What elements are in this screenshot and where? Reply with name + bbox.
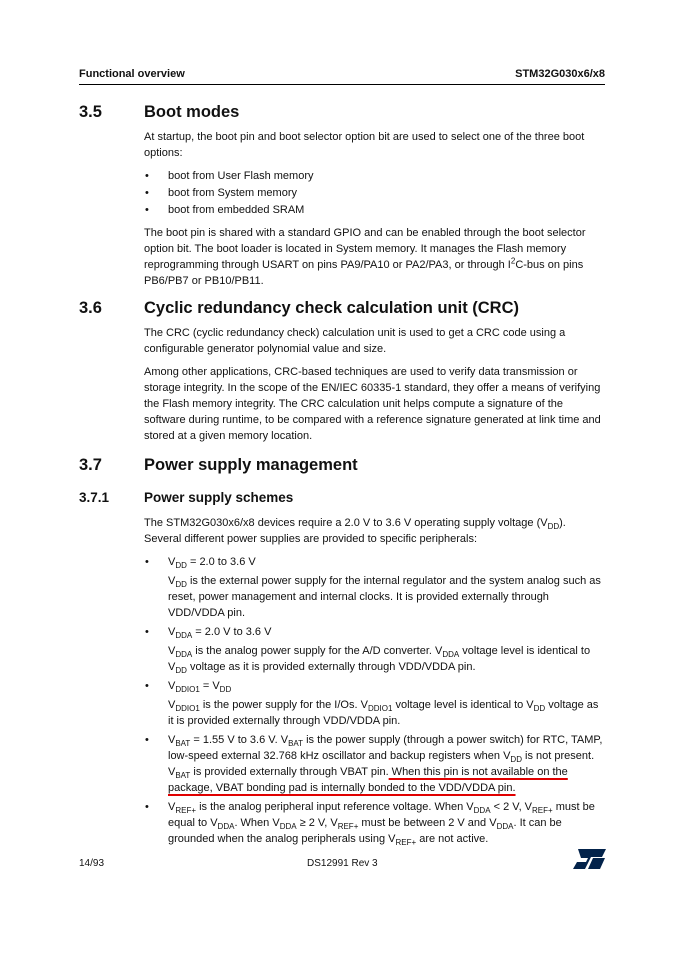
heading-crc	[79, 299, 519, 318]
list-item	[144, 799, 606, 847]
document-revision: DS12991 Rev 3	[307, 858, 378, 869]
supply-description: $V_{DDA}$ is the analog power supply for the A/D converter. $V_{DDA}$ voltage level is identical to $V_{DD}$ voltage as it is provided externally through VDD/VDDA pin.	[168, 645, 591, 676]
bullet-icon: •	[145, 187, 149, 199]
st-logo-icon	[572, 848, 606, 870]
section-title: Power supply management	[144, 456, 358, 474]
page-number: 14/93	[79, 858, 105, 869]
supply-description: $V_{BAT} = 1.55$ V to 3.6 V. $V_{BAT}$ is the power supply (through a power switch) for RTC, TAMP, low-speed external 32.768 kHz oscillator and backup registers when $V_{DD}$ is not present. $V_{BAT}$ is provided externally through VBAT pin. When this pin is not available on the package, VBAT bonding pad is internally bonded to the VDD/VDDA pin.	[168, 734, 603, 794]
paragraph: Among other applications, CRC-based techniques are used to verify data transmission or storage integrity. In the scope of the EN/IEC 60335-1 standard, they offer a means of verifying the Flash memory integrity. The CRC calculation unit helps compute a signature of the software during runtime, to be compared with a reference signature generated at link time and stored at a given memory location.	[144, 366, 601, 442]
bullet-icon: •	[145, 680, 149, 692]
bullet-icon: •	[145, 801, 149, 813]
list-item	[144, 678, 606, 729]
section-number: 3.7	[79, 456, 102, 474]
list-item	[144, 554, 606, 621]
section-number: 3.7.1	[79, 490, 110, 505]
supply-title: $V_{DD} = 2.0$ to 3.6 V	[168, 556, 256, 571]
paragraph: The STM32G030x6/x8 devices require a 2.0 V to 3.6 V operating supply voltage $(V_{DD})$. Several different power supplies are provided to specific peripherals:	[144, 517, 566, 545]
list-item: • boot from User Flash memory	[145, 170, 314, 182]
section-title: Cyclic redundancy check calculation unit (CRC)	[144, 299, 520, 317]
paragraph: At startup, the boot pin and boot selector option bit are used to select one of the three boot options:	[144, 131, 585, 159]
bullet-icon: •	[145, 204, 149, 216]
red-underline-annotation: When this pin is not available on the package, VBAT bonding pad is internally bonded to the VDD/VDDA pin.	[168, 766, 568, 794]
section-number: 3.5	[79, 103, 102, 121]
paragraph: The CRC (cyclic redundancy check) calculation unit is used to get a CRC code using a configurable generator polynomial value and size.	[144, 327, 566, 355]
supply-description: $V_{REF+}$ is the analog peripheral input reference voltage. When $V_{DDA} < 2$ V, $V_{REF+}$ must be equal to $V_{DDA}$. When $V_{DDA} \ge 2$ V, $V_{REF+}$ must be between 2 V and $V_{DDA}$. It can be grounded when the analog peripherals using $V_{REF+}$ are not active.	[168, 801, 595, 848]
bullet-icon: •	[145, 170, 149, 182]
header-section-title: Functional overview	[79, 68, 185, 80]
crc-body	[144, 325, 606, 451]
heading-power-supply-schemes	[79, 490, 293, 505]
bullet-icon: •	[145, 734, 149, 746]
bullet-icon: •	[145, 626, 149, 638]
boot-options-list	[144, 168, 606, 218]
boot-modes-body	[144, 129, 606, 296]
section-number: 3.6	[79, 299, 102, 317]
list-item	[144, 732, 606, 796]
supply-description: $V_{DD}$ is the external power supply for the internal regulator and the system analog such as reset, power management and internal clocks. It is provided externally through VDD/VDDA pin.	[168, 575, 601, 619]
list-item: • boot from System memory	[145, 187, 297, 199]
supply-title: $V_{DDA} = 2.0$ V to 3.6 V	[168, 626, 272, 641]
supply-description: $V_{DDIO1}$ is the power supply for the I/Os. $V_{DDIO1}$ voltage level is identical to $V_{DD}$ voltage as it is provided externally through VDD/VDDA pin.	[168, 699, 599, 727]
bullet-icon: •	[145, 556, 149, 568]
list-item: • boot from embedded SRAM	[145, 204, 305, 216]
header-product-name: STM32G030x6/x8	[515, 68, 605, 80]
section-title: Boot modes	[144, 103, 240, 121]
header-rule	[79, 84, 605, 85]
heading-boot-modes	[79, 103, 239, 122]
list-item	[144, 624, 606, 675]
supply-title: $V_{DDIO1} = V_{DD}$	[168, 680, 232, 695]
section-title: Power supply schemes	[144, 490, 294, 505]
power-supply-body	[144, 515, 606, 854]
power-supplies-list	[144, 554, 606, 847]
paragraph: The boot pin is shared with a standard GPIO and can be enabled through the boot selector option bit. The boot loader is located in System memory. It manages the Flash memory reprogramming through USART on pins PA9/PA10 or PA2/PA3, or through $I^2C$-bus on pins PB6/PB7 or PB10/PB11.	[144, 227, 586, 287]
heading-power-supply-management	[79, 456, 358, 475]
